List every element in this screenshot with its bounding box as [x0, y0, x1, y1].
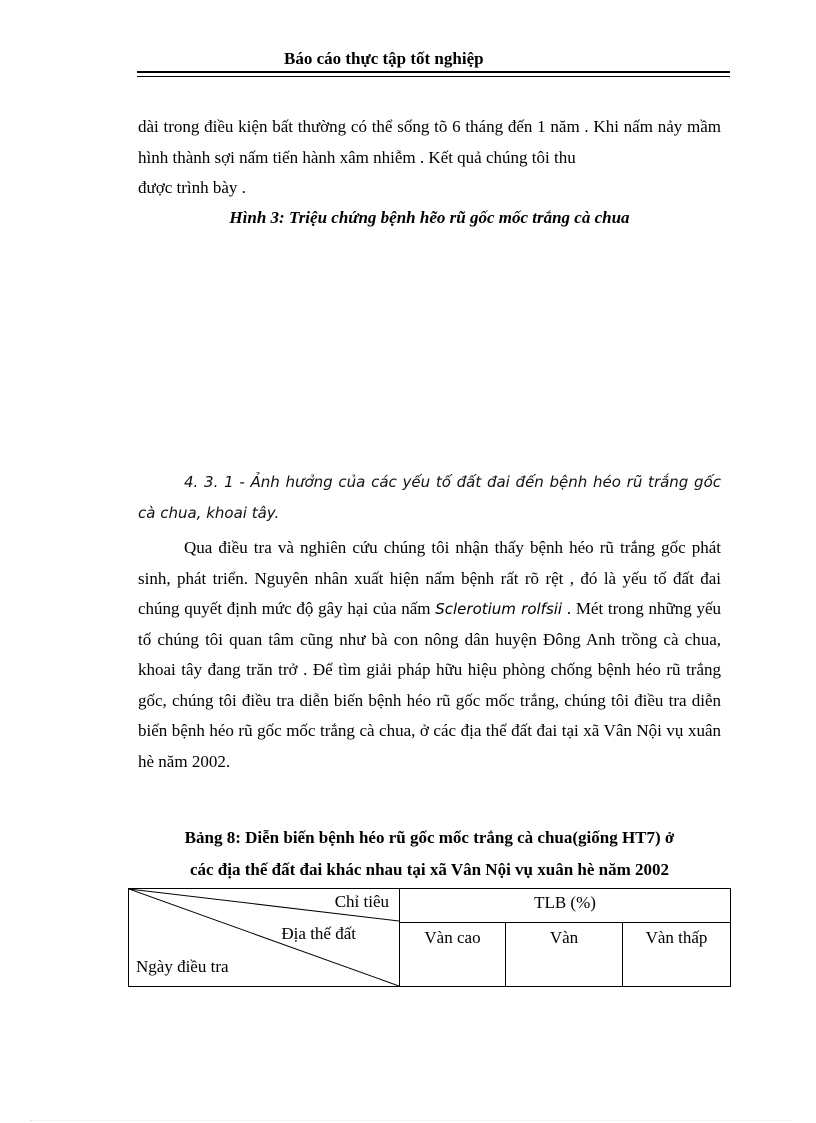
header-rule-thin [137, 76, 730, 77]
paragraph-intro-line-1: dài trong điều kiện bất thường có thể sống tõ 6 tháng đến 1 năm . Khi nấm [138, 117, 653, 136]
corner-label-chi-tieu: Chỉ tiêu [334, 892, 389, 911]
page-bottom-border [30, 1120, 790, 1121]
section-heading: 4. 3. 1 - Ảnh hưởng của các yếu tố đất đai đến bệnh héo rũ trắng gốc cà chua, khoai tây. [138, 473, 721, 522]
paragraph-intro-line-3: được trình bày . [138, 178, 246, 197]
table-title [138, 822, 721, 886]
column-header-van-cao: Vàn cao [400, 922, 506, 986]
paragraph-body [138, 533, 721, 777]
table-title-line-2: các địa thế đất đai khác nhau tại xã Vân Nội vụ xuân hè năm 2002 [189, 860, 670, 879]
figure-image-placeholder [138, 240, 721, 460]
group-header-tlb: TLB (%) [400, 889, 731, 923]
data-table [128, 888, 731, 987]
corner-label-ngay: Ngày điều tra [136, 957, 229, 976]
page-header-title: Báo cáo thực tập tốt nghiệp [284, 49, 484, 68]
table-header-row [129, 889, 731, 923]
paragraph-body-text-2: . Mét trong những yếu tố chúng tôi quan tâm cũng như bà con nông dân huyện Đông Anh trồng cà chua, khoai tây đang trăn trở . Để tìm giải pháp hữu hiệu phòng chống bệnh héo rũ trắng gốc, chúng tôi điều tra diễn biến bệnh héo rũ gốc mốc trắng, chúng tôi điều tra diễn biến bệnh héo rũ gốc mốc trắng cà chua, ở các địa thế đất đai tại xã Vân Nội vụ xuân hè năm 2002. [138, 599, 722, 771]
paragraph-intro-line-2: nảy mầm hình thành sợi nấm tiến hành xâm nhiễm . Kết quả chúng tôi thu [138, 117, 722, 167]
column-header-van-thap: Vàn thấp [623, 922, 731, 986]
species-name: Sclerotium rolfsii [435, 600, 563, 618]
corner-cell [129, 889, 400, 987]
figure-caption: Hình 3: Triệu chứng bệnh hẽo rũ gốc mốc trắng cà chua [229, 208, 630, 227]
paragraph-body-text-1: Qua điều tra và nghiên cứu chúng tôi nhận thấy bệnh héo rũ trắng gốc phát sinh, phát triển. Nguyên nhân xuất hiện nấm bệnh rất rõ rệt , đó là yếu tố đất đai chúng quyết định mức độ gây hại của nấm [138, 538, 721, 618]
paragraph-intro [138, 112, 721, 204]
header-rule-thick [137, 71, 730, 73]
table-title-line-1: Bảng 8: Diễn biến bệnh héo rũ gốc mốc trắng cà chua(giống HT7) ở [184, 828, 675, 847]
corner-label-dia-the: Địa thế đất [281, 924, 356, 943]
column-header-van: Vàn [506, 922, 623, 986]
